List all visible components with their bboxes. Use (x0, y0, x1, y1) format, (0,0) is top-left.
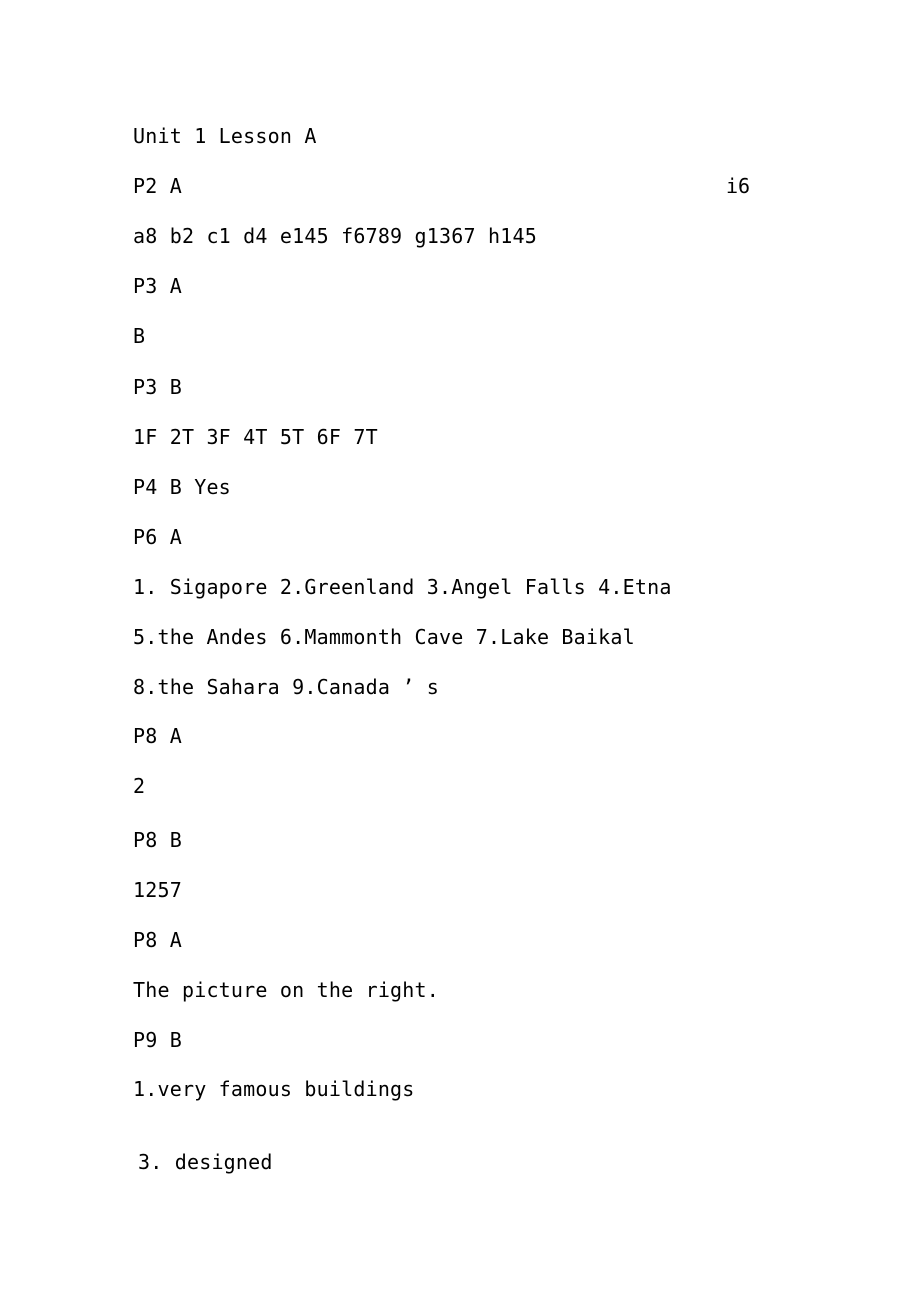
answer-line: 1. Sigapore 2.Greenland 3.Angel Falls 4.Etna (133, 575, 672, 599)
answer-line: 1257 (133, 878, 182, 902)
section-label: P6 A (133, 525, 182, 549)
answer-line: 1F 2T 3F 4T 5T 6F 7T (133, 425, 378, 449)
unit-heading: Unit 1 Lesson A (133, 124, 317, 148)
answer-line: The picture on the right. (133, 978, 440, 1002)
section-label: P2 A (133, 174, 182, 198)
answer-line: B (133, 324, 146, 348)
section-label: P8 A (133, 724, 182, 748)
side-note: i6 (726, 174, 751, 198)
section-label: P9 B (133, 1028, 182, 1052)
section-label: P3 B (133, 375, 182, 399)
answer-line: 5.the Andes 6.Mammonth Cave 7.Lake Baikal (133, 625, 635, 649)
answer-line: 2 (133, 774, 146, 798)
section-label: P3 A (133, 274, 182, 298)
section-label: P8 B (133, 828, 182, 852)
answer-line: 1.very famous buildings (133, 1077, 415, 1101)
section-label: P8 A (133, 928, 182, 952)
answer-line: 8.the Sahara 9.Canada ’ s (133, 675, 440, 699)
answer-line: a8 b2 c1 d4 e145 f6789 g1367 h145 (133, 224, 537, 248)
section-label: P4 B Yes (133, 475, 231, 499)
answer-line: 3. designed (138, 1150, 273, 1174)
